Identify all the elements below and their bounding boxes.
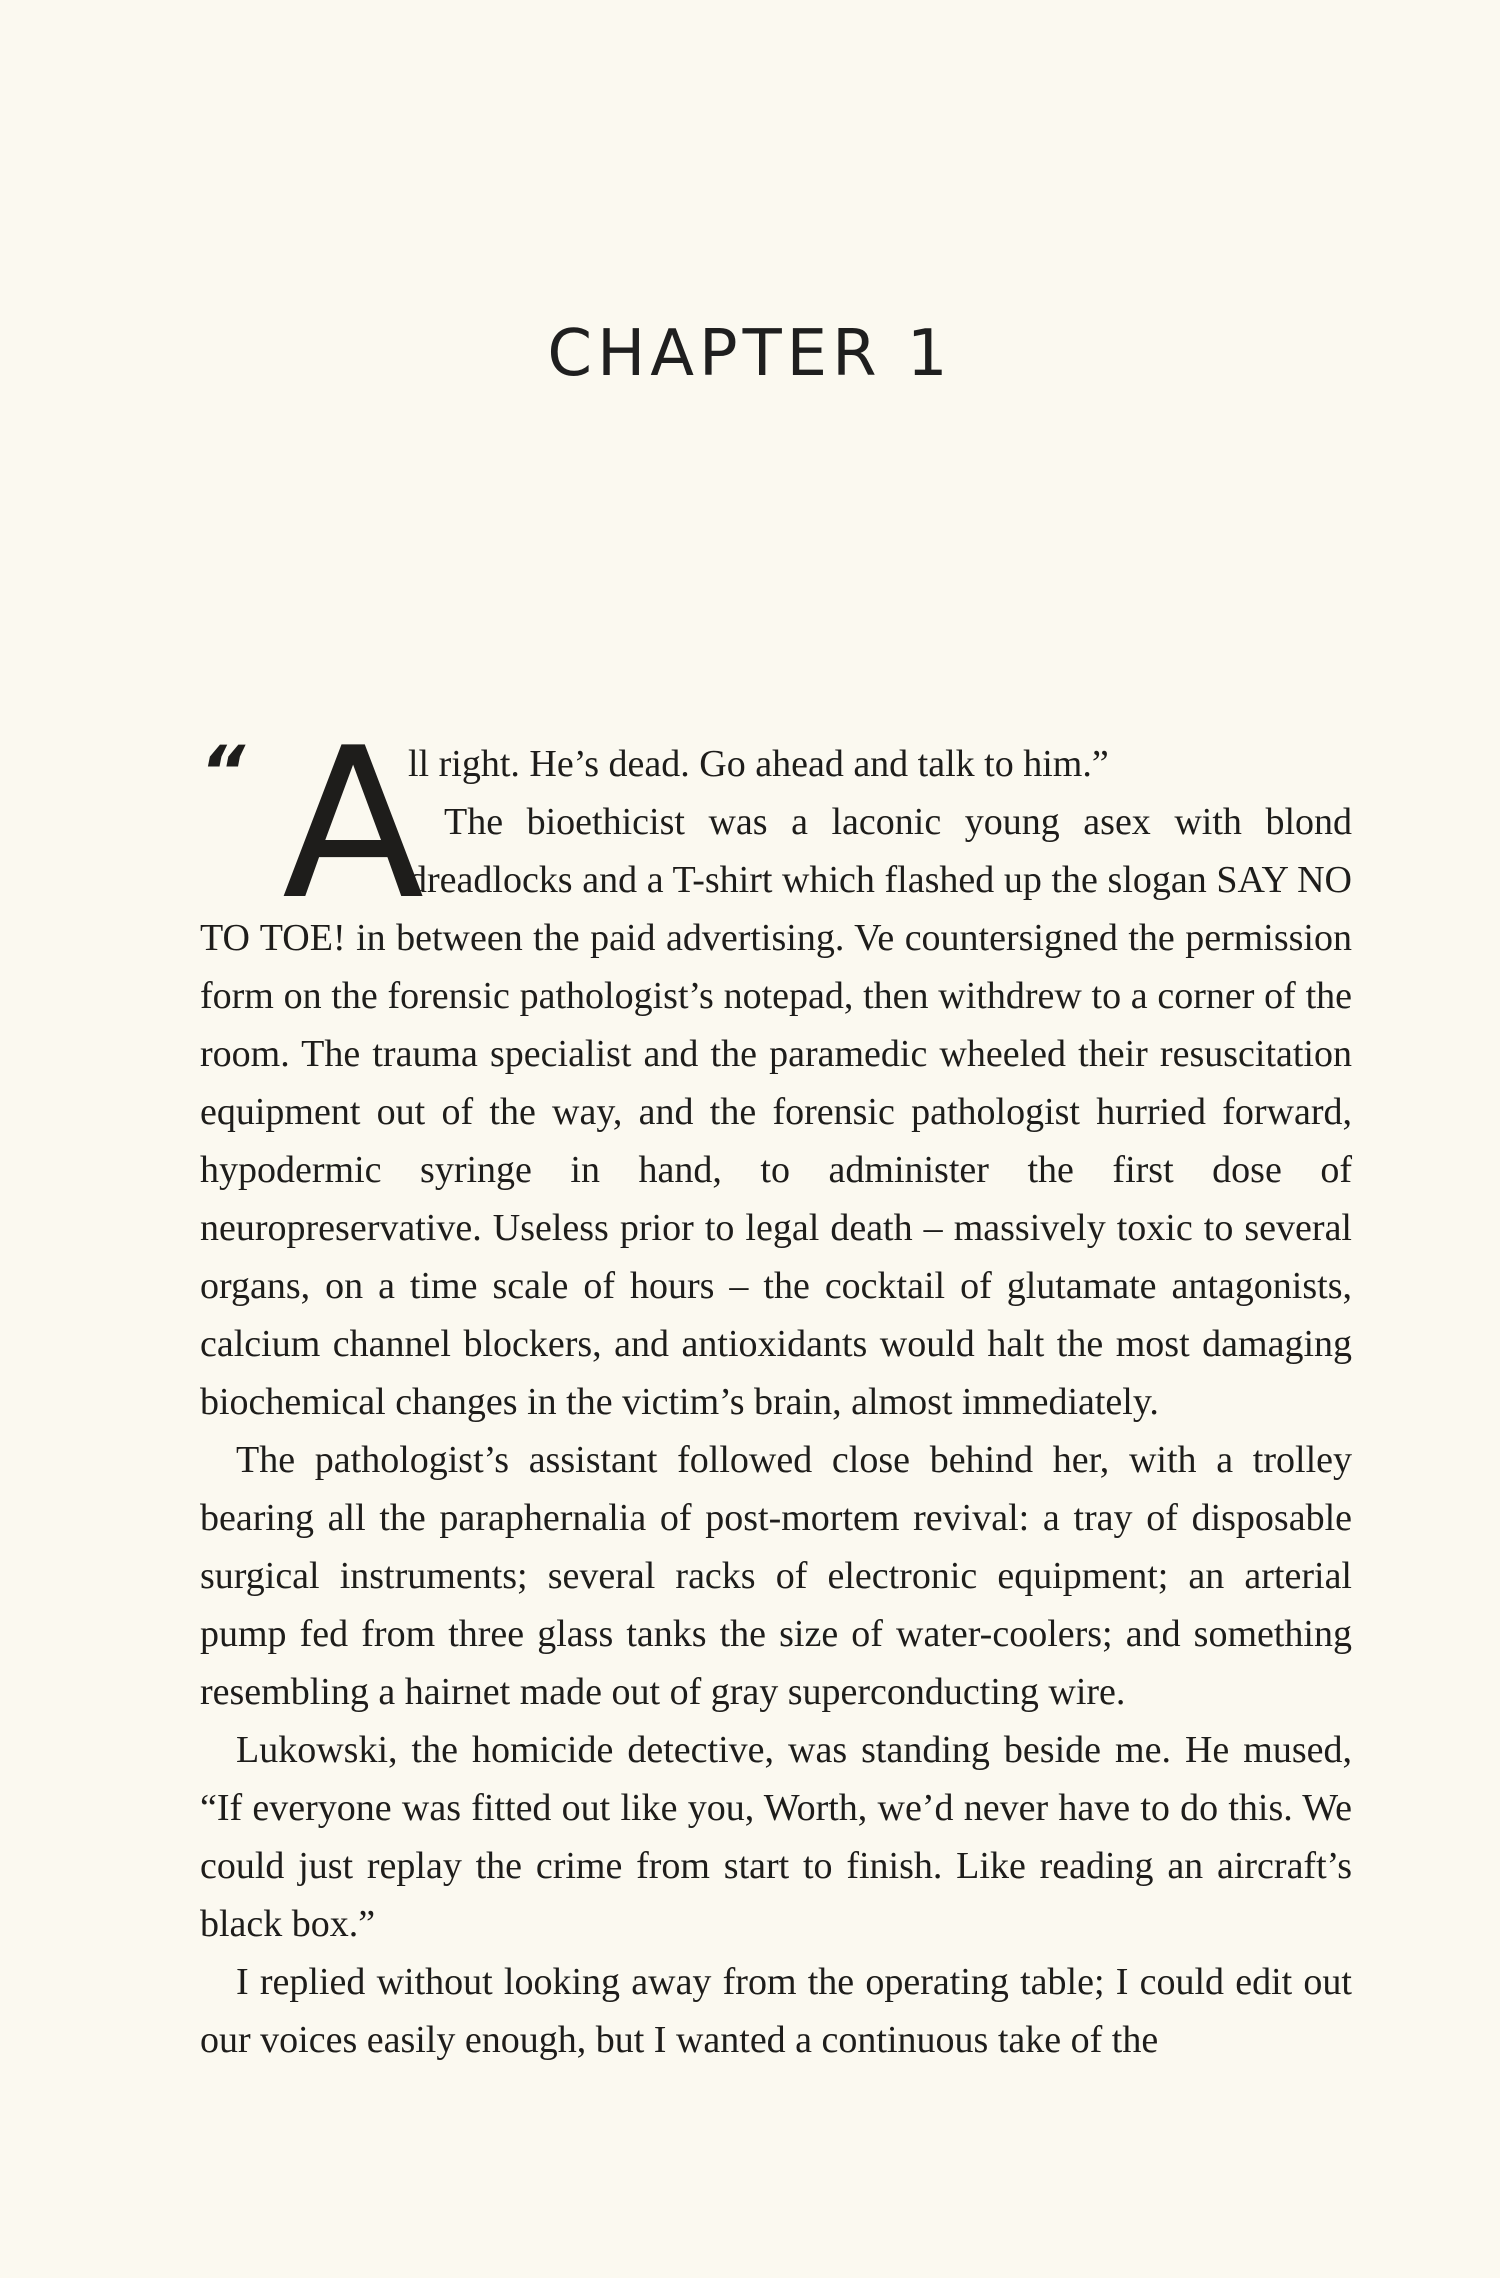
drop-cap-letter: A xyxy=(282,704,425,946)
paragraph-2: The bioethicist was a laconic young asex with blond dreadlocks and a T-shirt which flashed up the slogan SAY NO TO TOE! in between the paid advertising. Ve countersigned the permission form on the forensic pathologist’s notepad, then withdrew to a corner of the room. The trauma specialist and the paramedic wheeled their resuscitation equipment out of the way, and the forensic pathologist hurried forward, hypodermic syringe in hand, to administer the first dose of neuropreservative. Useless prior to legal death – massively toxic to several organs, on a time scale of hours – the cocktail of glutamate antagonists, calcium channel blockers, and antioxidants would halt the most damaging biochemical changes in the victim’s brain, almost immediately. xyxy=(200,801,1352,1423)
drop-cap xyxy=(200,704,425,946)
paragraph-1: ll right. He’s dead. Go ahead and talk to him.” xyxy=(408,743,1109,785)
paragraph-4: Lukowski, the homicide detective, was standing beside me. He mused, “If everyone was fitted out like you, Worth, we’d never have to do this. We could just replay the crime from start to finish. Like reading an aircraft’s black box.” xyxy=(200,1729,1352,1945)
drop-cap-open-quote: “ xyxy=(200,731,246,813)
paragraph-5: I replied without looking away from the operating table; I could edit out our voices easily enough, but I wanted a continuous take of the xyxy=(200,1961,1352,2061)
paragraph-3: The pathologist’s assistant followed close behind her, with a trolley bearing all the paraphernalia of post-mortem revival: a tray of disposable surgical instruments; several racks of electronic equipment; an arterial pump fed from three glass tanks the size of water-coolers; and something resembling a hairnet made out of gray superconducting wire. xyxy=(200,1439,1352,1713)
chapter-heading: CHAPTER 1 xyxy=(547,317,953,391)
chapter-body xyxy=(200,704,1352,2069)
